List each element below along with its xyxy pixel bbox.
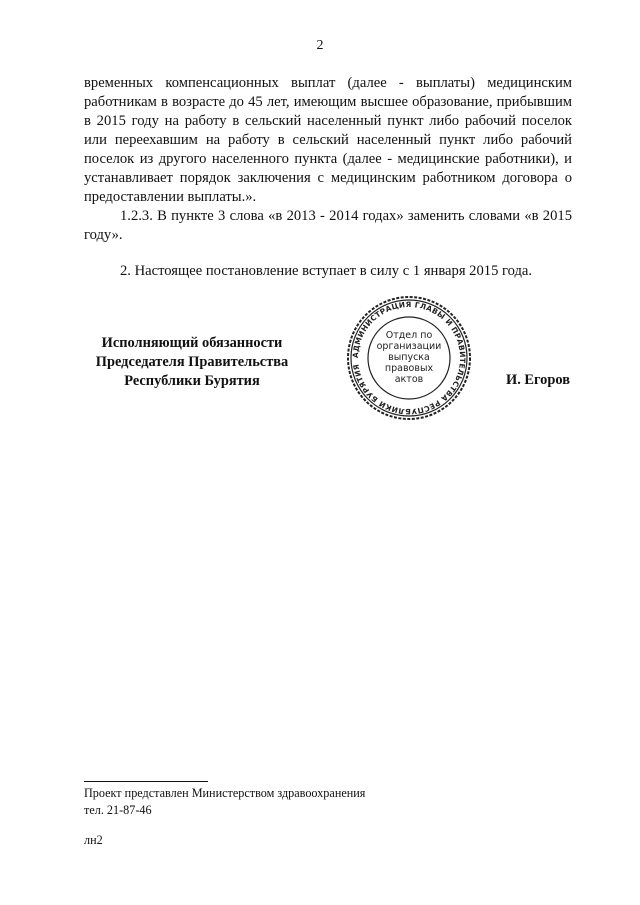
stamp-center-line: правовых [384,363,434,374]
footer-note: Проект представлен Министерством здравоохранения [84,786,366,800]
document-body [84,74,572,281]
paragraph-amendment: 1.2.3. В пункте 3 слова «в 2013 - 2014 годах» заменить словами «в 2015 году». [84,208,572,243]
signer-title-line: Республики Бурятия [124,373,260,389]
stamp-center-line: выпуска [388,352,430,363]
footer-code: лн2 [84,833,103,847]
signer-name: И. Егоров [506,372,570,388]
stamp-ring-text: АДМИНИСТРАЦИЯ ГЛАВЫ И ПРАВИТЕЛЬСТВА РЕСПУБЛИКИ БУРЯТИЯ [350,299,468,417]
signer-title [84,334,300,391]
signer-title-line: Председателя Правительства [95,354,289,370]
paragraph-continuation: временных компенсационных выплат (далее - выплаты) медицинским работникам в возрасте до 45 лет, имеющим высшее образование, прибывшим в 2015 году на работу в сельский населенный пункт либо рабочий поселок или переехавшим на работу в сельский населенный пункт либо рабочий поселок из другого населенного пункта (далее - медицинские работники), и устанавливает порядок заключения с медицинским работником договора о предоставлении выплаты.». [84,75,572,205]
footnote-divider [84,781,208,782]
stamp-center-line: актов [394,374,424,385]
page-number: 2 [316,38,324,53]
official-stamp [344,293,474,423]
stamp-center-line: организации [376,341,442,352]
footer-phone: тел. 21-87-46 [84,803,152,817]
paragraph-effective-date: 2. Настоящее постановление вступает в силу с 1 января 2015 года. [120,263,533,279]
stamp-center-line: Отдел по [385,330,433,341]
signer-title-line: Исполняющий обязанности [101,335,283,351]
